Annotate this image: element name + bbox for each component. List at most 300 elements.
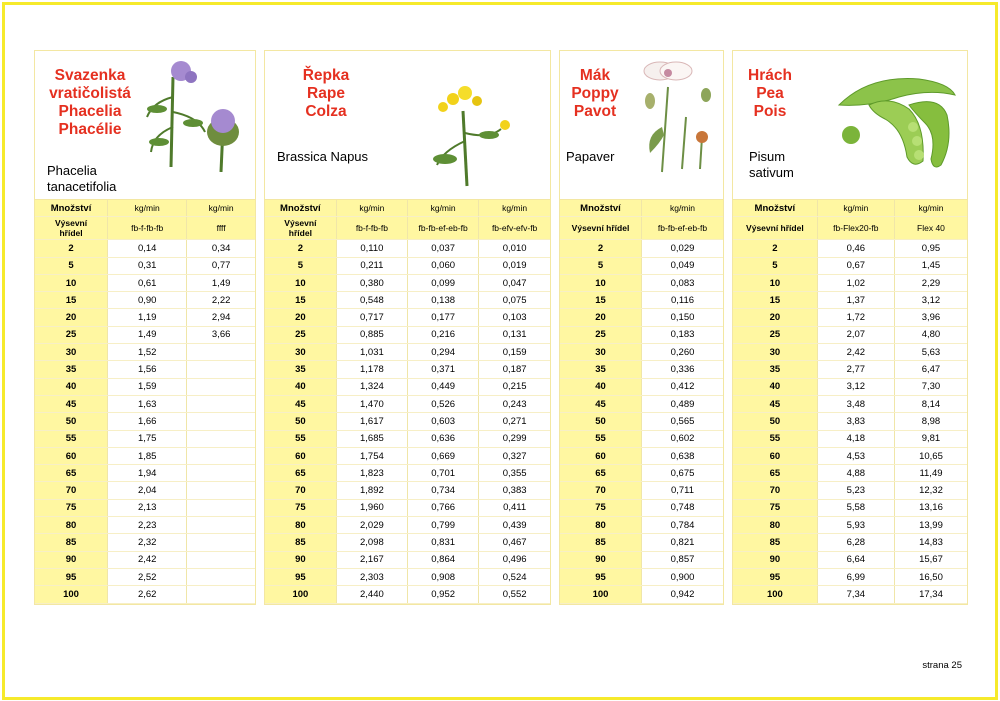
table-row — [560, 465, 723, 482]
table-row — [35, 568, 255, 585]
rate-cell: 0,748 — [642, 499, 724, 516]
rate-cell: 0,299 — [479, 430, 550, 447]
rate-cell: 0,701 — [408, 465, 479, 482]
rate-cell: 8,98 — [894, 413, 967, 430]
latin-name: Brassica Napus — [277, 149, 369, 164]
table-row — [733, 551, 967, 568]
quantity-cell: 65 — [265, 465, 336, 482]
table-row — [35, 551, 255, 568]
rate-cell: 0,083 — [642, 274, 724, 291]
table-row — [35, 499, 255, 516]
rate-cell: 0,14 — [108, 240, 187, 257]
table-row — [35, 447, 255, 464]
table-row — [265, 361, 550, 378]
quantity-cell: 70 — [560, 482, 642, 499]
seed-rate-table — [733, 200, 967, 604]
rate-cell: 14,83 — [894, 534, 967, 551]
rate-cell: 1,324 — [336, 378, 407, 395]
table-row — [35, 413, 255, 430]
rate-cell: 0,271 — [479, 413, 550, 430]
rate-cell: 0,075 — [479, 292, 550, 309]
table-row — [733, 240, 967, 257]
table-row — [560, 240, 723, 257]
quantity-cell: 80 — [733, 517, 817, 534]
quantity-cell: 10 — [560, 274, 642, 291]
rate-cell: 2,07 — [817, 326, 894, 343]
table-row — [265, 378, 550, 395]
table-row — [733, 586, 967, 603]
rate-cell: 1,66 — [108, 413, 187, 430]
rate-cell: 0,380 — [336, 274, 407, 291]
quantity-cell: 90 — [265, 551, 336, 568]
shaft-code: fb-fb-ef-eb-fb — [642, 217, 724, 240]
rate-cell: 0,029 — [642, 240, 724, 257]
rate-cell: 0,327 — [479, 447, 550, 464]
quantity-cell: 55 — [733, 430, 817, 447]
quantity-cell: 50 — [265, 413, 336, 430]
rate-cell: 0,138 — [408, 292, 479, 309]
quantity-cell: 2 — [733, 240, 817, 257]
rate-cell: 1,94 — [108, 465, 187, 482]
rate-cell: 3,83 — [817, 413, 894, 430]
quantity-header: Množství — [35, 200, 108, 217]
table-row — [733, 534, 967, 551]
table-row — [560, 395, 723, 412]
quantity-cell: 35 — [560, 361, 642, 378]
quantity-cell: 60 — [560, 447, 642, 464]
quantity-cell: 45 — [733, 395, 817, 412]
quantity-cell: 100 — [560, 586, 642, 603]
quantity-cell: 50 — [35, 413, 108, 430]
table-row — [35, 395, 255, 412]
shaft-code: fb-efv-efv-fb — [479, 217, 550, 240]
table-row — [265, 499, 550, 516]
rate-cell: 0,711 — [642, 482, 724, 499]
quantity-cell: 75 — [35, 499, 108, 516]
rate-cell: 0,336 — [642, 361, 724, 378]
rate-cell: 1,75 — [108, 430, 187, 447]
rate-cell: 1,470 — [336, 395, 407, 412]
rate-cell: 0,784 — [642, 517, 724, 534]
rate-cell: 0,159 — [479, 344, 550, 361]
quantity-cell: 25 — [265, 326, 336, 343]
quantity-cell: 85 — [265, 534, 336, 551]
shaft-row — [560, 217, 723, 240]
phacelia-icon — [143, 57, 253, 172]
rate-cell: 1,63 — [108, 395, 187, 412]
rate-cell: 0,216 — [408, 326, 479, 343]
quantity-cell: 75 — [733, 499, 817, 516]
quantity-cell: 45 — [560, 395, 642, 412]
rate-cell: 2,77 — [817, 361, 894, 378]
rate-cell: 1,892 — [336, 482, 407, 499]
quantity-cell: 85 — [35, 534, 108, 551]
rate-cell: 0,371 — [408, 361, 479, 378]
table-row — [35, 274, 255, 291]
rate-cell — [187, 482, 255, 499]
shaft-code: fb-Flex20-fb — [817, 217, 894, 240]
rate-cell — [187, 465, 255, 482]
table-row — [733, 326, 967, 343]
latin-name: Pisum sativum — [749, 149, 794, 180]
rate-cell — [187, 517, 255, 534]
rate-cell: 0,489 — [642, 395, 724, 412]
rate-cell: 0,183 — [642, 326, 724, 343]
quantity-cell: 60 — [35, 447, 108, 464]
quantity-cell: 90 — [560, 551, 642, 568]
rate-cell: 4,53 — [817, 447, 894, 464]
rate-cell: 2,32 — [108, 534, 187, 551]
quantity-cell: 30 — [35, 344, 108, 361]
rate-cell: 0,294 — [408, 344, 479, 361]
quantity-cell: 65 — [560, 465, 642, 482]
rate-cell: 13,16 — [894, 499, 967, 516]
rate-cell — [187, 413, 255, 430]
rate-cell: 0,116 — [642, 292, 724, 309]
rate-cell: 8,14 — [894, 395, 967, 412]
rate-cell: 0,34 — [187, 240, 255, 257]
rate-cell: 0,734 — [408, 482, 479, 499]
rate-cell: 0,900 — [642, 568, 724, 585]
rate-cell: 0,942 — [642, 586, 724, 603]
quantity-cell: 5 — [35, 257, 108, 274]
table-row — [265, 586, 550, 603]
rate-cell — [187, 378, 255, 395]
table-row — [733, 257, 967, 274]
quantity-cell: 2 — [265, 240, 336, 257]
quantity-cell: 20 — [733, 309, 817, 326]
table-row — [265, 534, 550, 551]
rate-cell: 0,243 — [479, 395, 550, 412]
rate-cell: 0,602 — [642, 430, 724, 447]
rate-cell: 2,22 — [187, 292, 255, 309]
page-number: strana 25 — [922, 660, 962, 671]
rate-cell: 1,19 — [108, 309, 187, 326]
table-row — [560, 482, 723, 499]
table-row — [35, 482, 255, 499]
rate-cell: 0,638 — [642, 447, 724, 464]
rate-cell: 3,48 — [817, 395, 894, 412]
rate-cell: 0,669 — [408, 447, 479, 464]
rate-cell: 7,30 — [894, 378, 967, 395]
table-row — [560, 257, 723, 274]
panel-rapeseed — [264, 50, 551, 605]
unit-header: kg/min — [894, 200, 967, 217]
table-row — [560, 344, 723, 361]
table-row — [733, 482, 967, 499]
shaft-row — [35, 217, 255, 240]
quantity-cell: 15 — [265, 292, 336, 309]
rate-cell — [187, 568, 255, 585]
table-row — [35, 465, 255, 482]
quantity-cell: 40 — [733, 378, 817, 395]
rate-cell: 1,823 — [336, 465, 407, 482]
table-row — [560, 568, 723, 585]
rate-cell: 0,552 — [479, 586, 550, 603]
quantity-cell: 5 — [560, 257, 642, 274]
quantity-cell: 75 — [265, 499, 336, 516]
rate-cell: 2,42 — [108, 551, 187, 568]
crop-title: Mák Poppy Pavot — [571, 67, 619, 120]
rate-cell: 1,02 — [817, 274, 894, 291]
rate-cell: 1,85 — [108, 447, 187, 464]
header-row — [733, 200, 967, 217]
quantity-cell: 100 — [265, 586, 336, 603]
rate-cell: 0,61 — [108, 274, 187, 291]
quantity-cell: 60 — [265, 447, 336, 464]
rate-cell: 11,49 — [894, 465, 967, 482]
quantity-cell: 100 — [35, 586, 108, 603]
rate-cell: 7,34 — [817, 586, 894, 603]
rate-cell: 2,42 — [817, 344, 894, 361]
crop-title: Hrách Pea Pois — [748, 67, 792, 120]
quantity-cell: 20 — [265, 309, 336, 326]
quantity-cell: 2 — [35, 240, 108, 257]
table-row — [733, 274, 967, 291]
quantity-cell: 85 — [733, 534, 817, 551]
shaft-header: Výsevní hřídel — [733, 217, 817, 240]
rate-cell: 2,94 — [187, 309, 255, 326]
rate-cell: 0,565 — [642, 413, 724, 430]
rate-cell: 0,864 — [408, 551, 479, 568]
quantity-header: Množství — [733, 200, 817, 217]
table-row — [35, 517, 255, 534]
rate-cell: 0,449 — [408, 378, 479, 395]
table-row — [560, 274, 723, 291]
table-row — [265, 344, 550, 361]
rate-cell: 0,467 — [479, 534, 550, 551]
quantity-cell: 45 — [35, 395, 108, 412]
rate-cell: 13,99 — [894, 517, 967, 534]
rate-cell — [187, 499, 255, 516]
quantity-cell: 65 — [733, 465, 817, 482]
rate-cell: 0,799 — [408, 517, 479, 534]
quantity-cell: 35 — [733, 361, 817, 378]
table-row — [35, 534, 255, 551]
rate-cell: 0,383 — [479, 482, 550, 499]
rate-cell — [187, 551, 255, 568]
table-row — [560, 309, 723, 326]
table-row — [35, 292, 255, 309]
rate-cell: 0,831 — [408, 534, 479, 551]
quantity-cell: 80 — [265, 517, 336, 534]
table-row — [560, 499, 723, 516]
unit-header: kg/min — [642, 200, 724, 217]
quantity-cell: 5 — [265, 257, 336, 274]
quantity-cell: 90 — [35, 551, 108, 568]
table-row — [35, 361, 255, 378]
rate-cell: 6,64 — [817, 551, 894, 568]
rate-cell: 0,77 — [187, 257, 255, 274]
quantity-cell: 25 — [560, 326, 642, 343]
table-row — [35, 430, 255, 447]
crop-title: Svazenka vratičolistá Phacelia Phacélie — [49, 67, 131, 138]
table-row — [35, 344, 255, 361]
rate-cell — [187, 430, 255, 447]
rate-cell: 0,110 — [336, 240, 407, 257]
table-row — [265, 413, 550, 430]
rate-cell: 12,32 — [894, 482, 967, 499]
table-row — [560, 292, 723, 309]
rate-cell: 0,211 — [336, 257, 407, 274]
poppy-icon — [636, 57, 720, 177]
rate-cell: 1,45 — [894, 257, 967, 274]
table-row — [560, 378, 723, 395]
rate-cell: 0,675 — [642, 465, 724, 482]
table-row — [560, 430, 723, 447]
rate-cell: 4,80 — [894, 326, 967, 343]
table-row — [733, 430, 967, 447]
rate-cell: 0,496 — [479, 551, 550, 568]
quantity-cell: 20 — [560, 309, 642, 326]
rate-cell: 2,167 — [336, 551, 407, 568]
rate-cell: 1,52 — [108, 344, 187, 361]
rate-cell: 1,960 — [336, 499, 407, 516]
rapeseed-icon — [423, 81, 523, 189]
table-row — [265, 430, 550, 447]
pea-pod-icon — [829, 65, 961, 175]
rate-cell: 2,098 — [336, 534, 407, 551]
quantity-cell: 95 — [35, 568, 108, 585]
table-row — [265, 326, 550, 343]
rate-cell: 5,63 — [894, 344, 967, 361]
rate-cell: 0,260 — [642, 344, 724, 361]
quantity-cell: 70 — [733, 482, 817, 499]
rate-cell: 0,636 — [408, 430, 479, 447]
quantity-cell: 55 — [265, 430, 336, 447]
rate-cell — [187, 447, 255, 464]
unit-header: kg/min — [408, 200, 479, 217]
table-row — [35, 586, 255, 603]
panel-phacelia — [34, 50, 256, 605]
rate-cell: 16,50 — [894, 568, 967, 585]
rate-cell: 0,548 — [336, 292, 407, 309]
quantity-cell: 50 — [560, 413, 642, 430]
quantity-cell: 30 — [265, 344, 336, 361]
panel-poppy — [559, 50, 724, 605]
rate-cell: 2,62 — [108, 586, 187, 603]
shaft-code: ffff — [187, 217, 255, 240]
rate-cell: 9,81 — [894, 430, 967, 447]
rate-cell: 0,411 — [479, 499, 550, 516]
quantity-cell: 85 — [560, 534, 642, 551]
rate-cell: 15,67 — [894, 551, 967, 568]
quantity-cell: 25 — [733, 326, 817, 343]
table-row — [265, 395, 550, 412]
table-row — [265, 517, 550, 534]
quantity-cell: 35 — [35, 361, 108, 378]
rate-cell: 3,12 — [894, 292, 967, 309]
rate-cell: 6,28 — [817, 534, 894, 551]
rate-cell: 3,12 — [817, 378, 894, 395]
rate-cell: 3,96 — [894, 309, 967, 326]
quantity-cell: 35 — [265, 361, 336, 378]
unit-header: kg/min — [479, 200, 550, 217]
rate-cell — [187, 395, 255, 412]
shaft-code: fb-f-fb-fb — [336, 217, 407, 240]
rate-cell: 0,177 — [408, 309, 479, 326]
rate-cell — [187, 534, 255, 551]
table-row — [733, 395, 967, 412]
rate-cell: 0,047 — [479, 274, 550, 291]
quantity-cell: 75 — [560, 499, 642, 516]
quantity-cell: 95 — [265, 568, 336, 585]
rate-cell: 2,029 — [336, 517, 407, 534]
rate-cell: 6,99 — [817, 568, 894, 585]
rate-cell: 0,103 — [479, 309, 550, 326]
table-row — [733, 413, 967, 430]
quantity-cell: 30 — [733, 344, 817, 361]
quantity-cell: 20 — [35, 309, 108, 326]
unit-header: kg/min — [187, 200, 255, 217]
rate-cell: 6,47 — [894, 361, 967, 378]
rate-cell: 2,52 — [108, 568, 187, 585]
rate-cell: 2,440 — [336, 586, 407, 603]
quantity-cell: 55 — [35, 430, 108, 447]
table-row — [265, 274, 550, 291]
quantity-cell: 10 — [733, 274, 817, 291]
rate-cell: 1,49 — [108, 326, 187, 343]
table-row — [733, 499, 967, 516]
rate-cell: 0,885 — [336, 326, 407, 343]
rate-cell: 0,439 — [479, 517, 550, 534]
rate-cell: 1,49 — [187, 274, 255, 291]
panel-header — [560, 51, 723, 200]
quantity-cell: 95 — [560, 568, 642, 585]
seed-rate-table — [560, 200, 723, 604]
seed-rate-table — [35, 200, 255, 604]
quantity-cell: 80 — [560, 517, 642, 534]
rate-cell: 0,90 — [108, 292, 187, 309]
rate-cell: 0,524 — [479, 568, 550, 585]
shaft-header: Výsevní hřídel — [35, 217, 108, 240]
rate-cell: 1,178 — [336, 361, 407, 378]
rate-cell: 1,685 — [336, 430, 407, 447]
quantity-header: Množství — [265, 200, 336, 217]
quantity-cell: 95 — [733, 568, 817, 585]
quantity-cell: 2 — [560, 240, 642, 257]
quantity-cell: 70 — [265, 482, 336, 499]
unit-header: kg/min — [108, 200, 187, 217]
shaft-header: Výsevní hřídel — [560, 217, 642, 240]
table-row — [265, 447, 550, 464]
table-row — [265, 568, 550, 585]
crop-title: Řepka Rape Colza — [302, 67, 350, 120]
rate-cell: 0,010 — [479, 240, 550, 257]
rate-cell — [187, 344, 255, 361]
rate-cell: 5,23 — [817, 482, 894, 499]
shaft-code: Flex 40 — [894, 217, 967, 240]
rate-cell: 2,23 — [108, 517, 187, 534]
rate-cell: 0,187 — [479, 361, 550, 378]
table-row — [733, 517, 967, 534]
seed-rate-table — [265, 200, 550, 604]
rate-cell: 0,821 — [642, 534, 724, 551]
rate-cell: 0,412 — [642, 378, 724, 395]
table-row — [265, 309, 550, 326]
table-row — [733, 361, 967, 378]
quantity-cell: 10 — [35, 274, 108, 291]
rate-cell: 1,59 — [108, 378, 187, 395]
table-row — [733, 309, 967, 326]
rate-cell: 0,766 — [408, 499, 479, 516]
rate-cell: 2,13 — [108, 499, 187, 516]
latin-name: Papaver — [566, 149, 615, 164]
rate-cell — [187, 361, 255, 378]
quantity-cell: 50 — [733, 413, 817, 430]
rate-cell: 0,46 — [817, 240, 894, 257]
table-row — [265, 551, 550, 568]
